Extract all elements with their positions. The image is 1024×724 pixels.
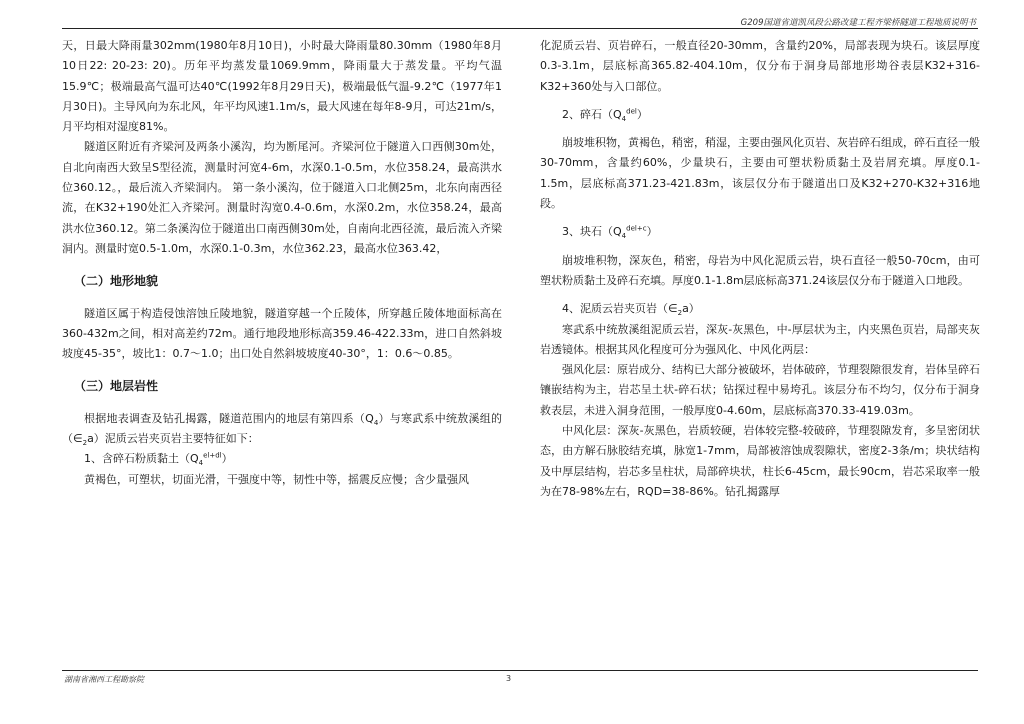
subheading-silty-clay: 1、含碎石粉质黏土$(Q_4^{el+dl})$	[84, 451, 233, 468]
gravel-paragraph: 崩坡堆积物，黄褐色，稍密，稍湿，主要由强风化页岩、灰岩碎石组成，碎石直径一般30-70mm，含量约60%，少量块石，主要由可塑状粉质黏土及岩屑充填。厚度0.1-1.5m，层底标高371.23-421.83m，该层仅分布于隧道出口及K32+270-K32+316地段。	[540, 136, 980, 211]
section-heading-terrain: （二）地形地貌	[74, 274, 159, 289]
subheading-boulder: 3、块石$(Q_4^{del+c})$	[562, 224, 658, 241]
header-rule	[62, 28, 978, 29]
dolomite-intro-paragraph: 寒武系中统敖溪组泥质云岩，深灰-灰黑色，中-厚层状为主，内夹黑色页岩，局部夹灰岩透镜体。根据其风化程度可分为强风化、中风化两层：	[540, 322, 980, 356]
subheading-dolomite-shale: 4、泥质云岩夹页岩$(\in_2a)$	[562, 302, 700, 318]
terrain-paragraph: 隧道区属于构造侵蚀溶蚀丘陵地貌，隧道穿越一个丘陵体，所穿越丘陵体地面标高在360-432m之间，相对高差约72m。通行地段地形标高359.46-422.33m，进口自然斜坡坡度45-35°，坡比1：0.7～1.0；出口处自然斜坡坡度40-30°，1：0.6～0.85。	[62, 306, 502, 361]
page-number: 3	[506, 674, 512, 683]
footer-organization: 湖南省湘西工程勘察院	[64, 675, 144, 684]
right-column	[540, 36, 980, 502]
strongly-weathered-paragraph: 强风化层：原岩成分、结构已大部分被破坏，岩体破碎，节理裂隙很发育，岩体呈碎石镶嵌结构为主，岩芯呈土状-碎石状；钻探过程中易垮孔。该层分布不均匀，仅分布于洞身救表层，未进入洞身范围，一般厚度0-4.60m，层底标高370.33-419.03m。	[540, 363, 980, 417]
subheading-gravel: 2、碎石$(Q_4^{del})$	[562, 107, 648, 124]
silty-clay-continued-paragraph: 化泥质云岩、页岩碎石，一般直径20-30mm，含量约20%，局部表现为块石。该层厚度0.3-3.1m，层底标高365.82-404.10m，仅分布于洞身局部地形坳谷表层K32+316-K32+360处与入口部位。	[540, 39, 980, 93]
footer-rule	[62, 670, 978, 671]
silty-clay-paragraph: 黄褐色，可塑状，切面光滑，干强度中等，韧性中等，摇震反应慢；含少量强风	[84, 472, 469, 486]
moderately-weathered-paragraph: 中风化层：深灰-灰黑色，岩质较硬，岩体较完整-较破碎，节理裂隙发育，多呈密闭状态，由方解石脉胶结充填，脉宽1-7mm，局部被溶蚀成裂隙状，密度2-3条/m；块状结构及中厚层结构，岩芯多呈柱状，局部碎块状，柱长6-45cm，最长90cm，岩芯采取率一般为在78-98%左右，RQD=38-86%。钻孔揭露厚	[540, 424, 980, 498]
section-heading-strata: （三）地层岩性	[74, 379, 159, 394]
document-header-title: G209国道省道凯凤段公路改建工程齐梁桥隧道工程地质说明书	[740, 18, 976, 28]
left-column	[62, 36, 502, 490]
hydrology-paragraph: 隧道区附近有齐梁河及两条小溪沟，均为断尾河。齐梁河位于隧道入口西侧30m处，自北向南西大致呈S型径流，测量时河宽4-6m，水深0.1-0.5m，水位358.24，最高洪水位360.12。，最后流入齐梁洞内。 第一条小溪沟，位于隧道入口北侧25m，北东向南西径流，在K32+190处汇入齐梁河。测量时沟宽0.4-0.6m，水深0.2m，水位358.24，最高洪水位360.12。第二条溪沟位于隧道出口南西侧30m处，自南向北西径流，最后流入齐梁洞内。测量时宽0.5-1.0m，水深0.1-0.3m，水位362.23，最高水位363.42，	[62, 140, 502, 255]
climate-paragraph: 天，日最大降雨量302mm(1980年8月10日)，小时最大降雨量80.30mm（1980年8月10日22: 20-23: 20)。历年平均蒸发量1069.9mm，降雨量大于蒸发量。平均气温15.9℃；极端最高气温可达40℃(1992年8月29日天)，极端最低气温-9.2℃（1977年1月30日)。主导风向为东北风，年平均风速1.1m/s，最大风速在每年8-9月，可达21m/s，月平均相对湿度81%。	[62, 39, 502, 134]
strata-intro-paragraph: 根据地表调查及钻孔揭露，隧道范围内的地层有第四系$(Q_4)$与寒武系中统敖溪组的$(\in_2a)$泥质云岩夹页岩主要特征如下：	[62, 411, 502, 448]
boulder-paragraph: 崩坡堆积物，深灰色，稍密，母岩为中风化泥质云岩，块石直径一般50-70cm，由可塑状粉质黏土及碎石充填。厚度0.1-1.8m层底标高371.24该层仅分布于隧道入口地段。	[540, 253, 980, 287]
